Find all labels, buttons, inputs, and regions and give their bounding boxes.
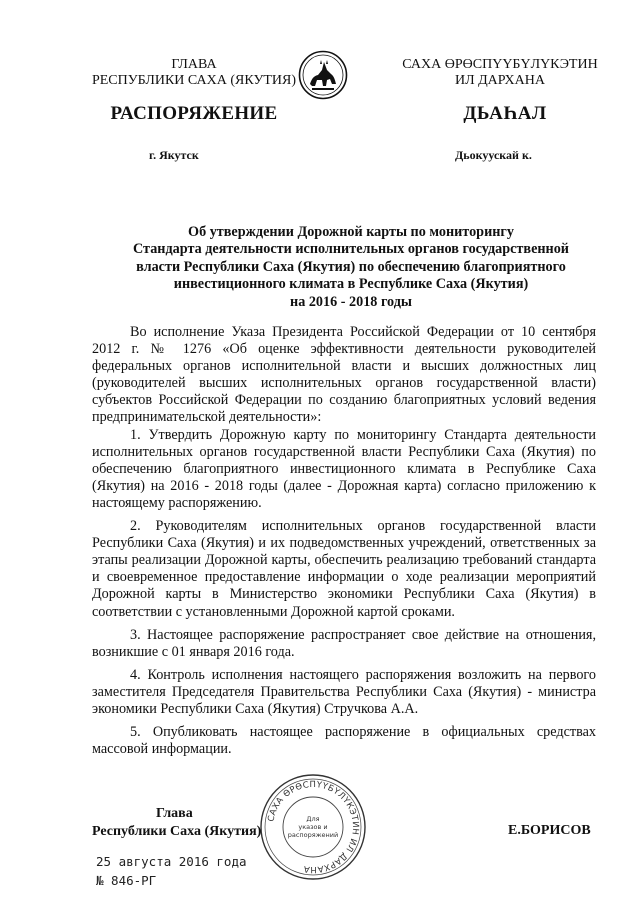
signatory-title [92,805,272,841]
document-subject [96,224,606,311]
city-ru: г. Якутск [149,148,199,162]
seal-inner-line1: Для [306,815,320,823]
signatory-title-line1: Глава [156,806,193,821]
paragraph-2: 2. Руководителям исполнительных органов государственной власти Республики Саха (Якутия) и их подведомственных учреждений, ответственных за этапы реализации Дорожной карты, обеспечить реализацию требований стандарта и своевременное предоставление информации о ходе реализации мероприятий Дорожной карты в Министерство экономики Республики Саха (Якутия) в соответствии с установленными Дорожной картой сроками. [92,518,596,620]
paragraph-3: 3. Настоящее распоряжение распространяет свое действие на отношения, возникшие с 01 января 2016 года. [92,626,596,660]
signatory-title-line2: Республики Саха (Якутия) [92,824,262,839]
subject-line: Стандарта деятельности исполнительных органов государственной [133,241,569,258]
seal-inner-line3: распоряжений [287,831,339,839]
order-title-sakha: ДЬАҺАЛ [463,103,547,124]
header-left-line2: РЕСПУБЛИКИ САХА (ЯКУТИЯ) [91,73,297,88]
coat-of-arms-emblem [298,50,348,100]
city-sakha: Дьокуускай к. [455,148,532,162]
seal-inner-line2: указов и [298,823,328,831]
signatory-name: Е.БОРИСОВ [508,823,591,838]
stamp-date: 25 августа 2016 года [96,854,247,869]
header-left-line1: ГЛАВА [171,57,217,72]
seal-ring-text: САХА ӨРӨСПҮҮБҮЛҮКЭТИН ИЛ ДАРХАНА [266,779,361,875]
header-right-line1: САХА ӨРӨСПҮҮБҮЛҮКЭТИН [402,57,598,72]
paragraph-4: 4. Контроль исполнения настоящего распоряжения возложить на первого заместителя Председателя Правительства Республики Саха (Якутия) - министра экономики Республики Саха (Якутия) Стручкова А.А. [92,666,596,717]
paragraph-5: 5. Опубликовать настоящее распоряжение в официальных средствах массовой информации. [92,724,596,758]
stamp-number: № 846-РГ [96,873,157,888]
paragraph-1: 1. Утвердить Дорожную карту по мониторингу Стандарта деятельности исполнительных органов государственной власти Республики Саха (Якутия) по обеспечению благоприятного инвестиционного климата в Республике Саха (Якутия) на 2016 - 2018 годы (далее - Дорожная карта) согласно приложению к настоящему распоряжению. [92,426,596,511]
subject-line: инвестиционного климата в Республике Саха (Якутия) [173,276,529,293]
header-right [378,57,622,89]
subject-line: на 2016 - 2018 годы [290,293,412,310]
subject-line: Об утверждении Дорожной карты по мониторингу [188,224,514,240]
header-left [78,57,310,89]
intro-paragraph: Во исполнение Указа Президента Российской Федерации от 10 сентября 2012 г. № 1276 «Об оценке эффективности деятельности руководителей федеральных органов исполнительной власти и высших должностных лиц (руководителей высших исполнительных органов государственной власти) субъектов Российской Федерации по созданию благоприятных условий ведения предпринимательской деятельности»: [92,324,596,426]
order-title-ru: РАСПОРЯЖЕНИЕ [110,103,278,124]
subject-line: власти Республики Саха (Якутия) по обеспечению благоприятного [136,258,566,275]
document-body [92,324,596,758]
registration-stamp [96,852,247,890]
header-right-line2: ИЛ ДАРХАНА [454,73,545,88]
official-seal [258,772,368,882]
